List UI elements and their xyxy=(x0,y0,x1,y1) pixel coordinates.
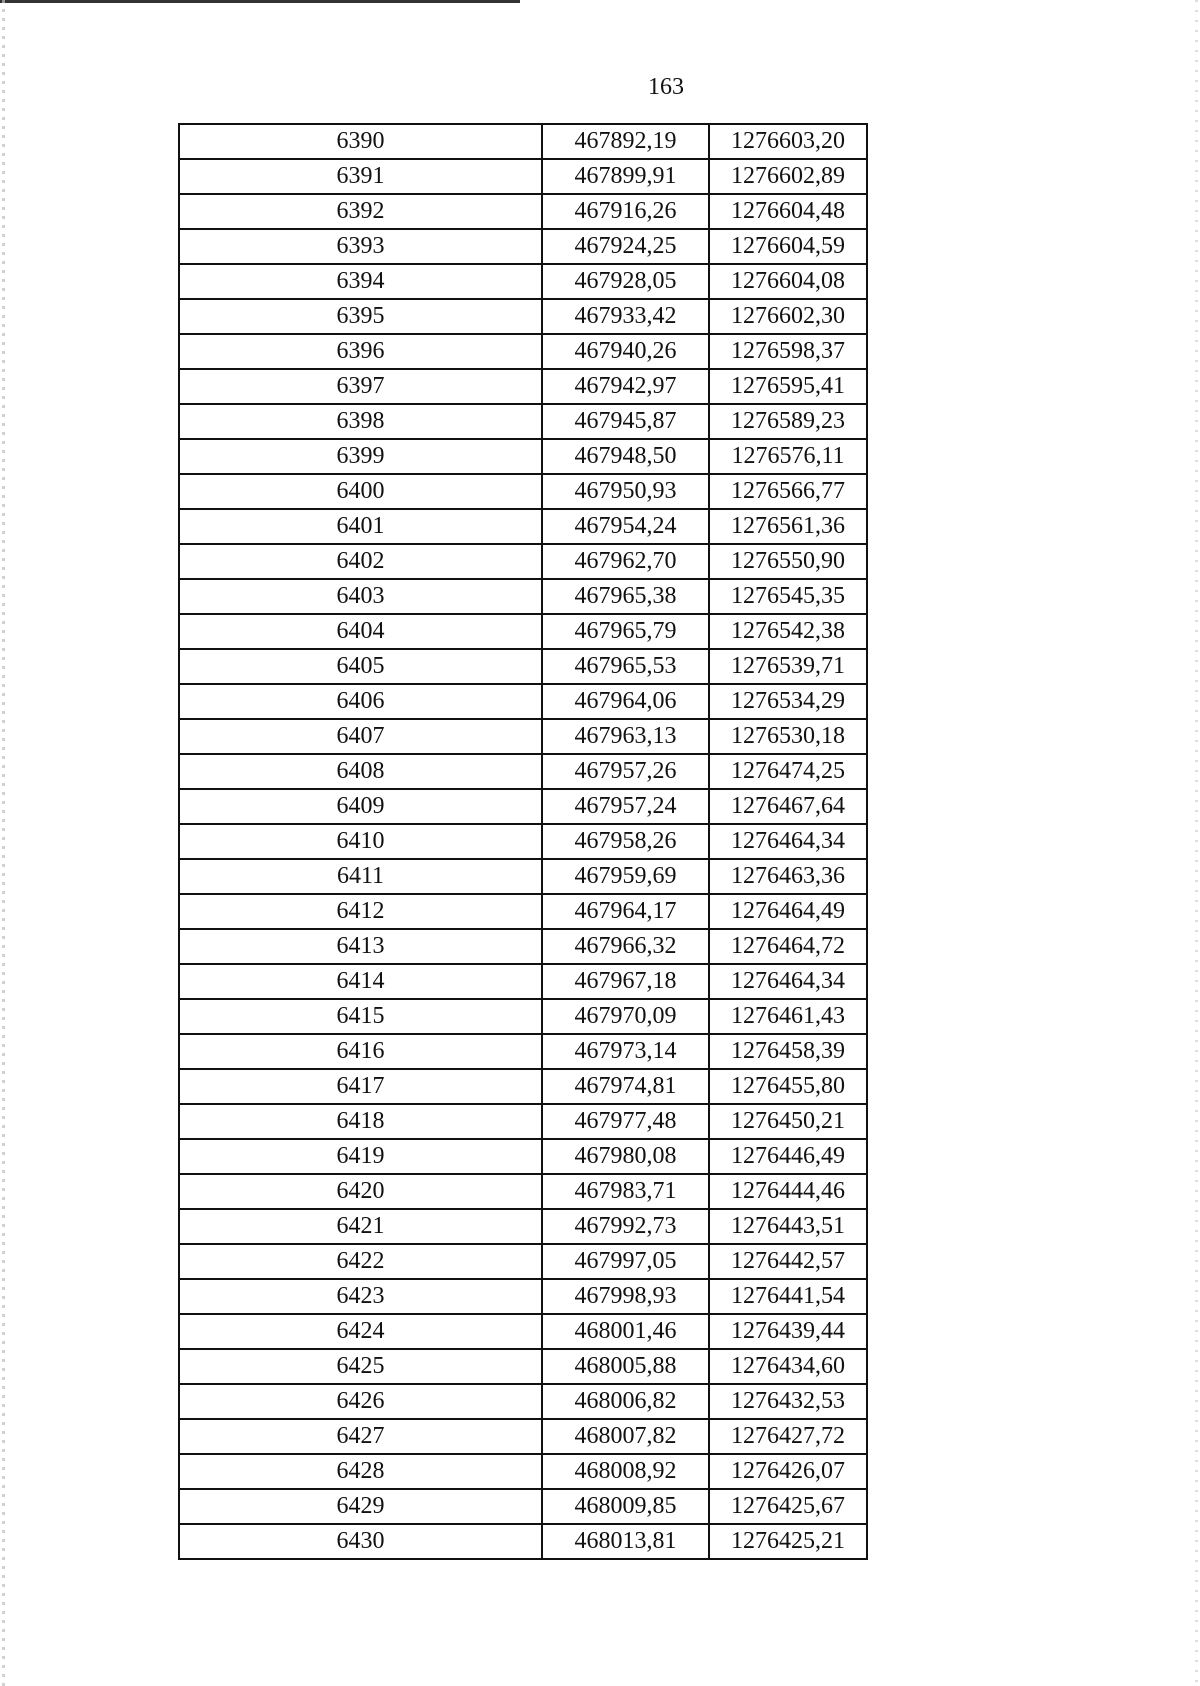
y-coordinate-cell: 1276441,54 xyxy=(709,1279,867,1314)
x-coordinate-cell: 468001,46 xyxy=(542,1314,709,1349)
y-coordinate-cell: 1276602,89 xyxy=(709,159,867,194)
table-row xyxy=(179,299,867,334)
coordinates-table xyxy=(178,123,868,1560)
point-number-cell: 6421 xyxy=(179,1209,542,1244)
x-coordinate-cell: 468013,81 xyxy=(542,1524,709,1559)
x-coordinate-cell: 467980,08 xyxy=(542,1139,709,1174)
table-row xyxy=(179,684,867,719)
point-number-cell: 6429 xyxy=(179,1489,542,1524)
table-row xyxy=(179,264,867,299)
x-coordinate-cell: 467974,81 xyxy=(542,1069,709,1104)
y-coordinate-cell: 1276566,77 xyxy=(709,474,867,509)
y-coordinate-cell: 1276467,64 xyxy=(709,789,867,824)
point-number-cell: 6416 xyxy=(179,1034,542,1069)
table-row xyxy=(179,859,867,894)
table-row xyxy=(179,1454,867,1489)
table-row xyxy=(179,124,867,159)
table-row xyxy=(179,1244,867,1279)
x-coordinate-cell: 467948,50 xyxy=(542,439,709,474)
page-number: 163 xyxy=(648,74,684,100)
point-number-cell: 6423 xyxy=(179,1279,542,1314)
y-coordinate-cell: 1276439,44 xyxy=(709,1314,867,1349)
y-coordinate-cell: 1276463,36 xyxy=(709,859,867,894)
point-number-cell: 6403 xyxy=(179,579,542,614)
point-number-cell: 6392 xyxy=(179,194,542,229)
y-coordinate-cell: 1276442,57 xyxy=(709,1244,867,1279)
y-coordinate-cell: 1276589,23 xyxy=(709,404,867,439)
x-coordinate-cell: 467964,06 xyxy=(542,684,709,719)
x-coordinate-cell: 468008,92 xyxy=(542,1454,709,1489)
table-row xyxy=(179,439,867,474)
y-coordinate-cell: 1276455,80 xyxy=(709,1069,867,1104)
table-row xyxy=(179,894,867,929)
x-coordinate-cell: 467945,87 xyxy=(542,404,709,439)
x-coordinate-cell: 468009,85 xyxy=(542,1489,709,1524)
table-row xyxy=(179,1069,867,1104)
y-coordinate-cell: 1276474,25 xyxy=(709,754,867,789)
point-number-cell: 6393 xyxy=(179,229,542,264)
x-coordinate-cell: 467916,26 xyxy=(542,194,709,229)
table-row xyxy=(179,964,867,999)
y-coordinate-cell: 1276426,07 xyxy=(709,1454,867,1489)
x-coordinate-cell: 467973,14 xyxy=(542,1034,709,1069)
x-coordinate-cell: 467963,13 xyxy=(542,719,709,754)
table-row xyxy=(179,1209,867,1244)
y-coordinate-cell: 1276561,36 xyxy=(709,509,867,544)
table-row xyxy=(179,1419,867,1454)
point-number-cell: 6412 xyxy=(179,894,542,929)
point-number-cell: 6400 xyxy=(179,474,542,509)
y-coordinate-cell: 1276427,72 xyxy=(709,1419,867,1454)
y-coordinate-cell: 1276576,11 xyxy=(709,439,867,474)
point-number-cell: 6409 xyxy=(179,789,542,824)
table-row xyxy=(179,1279,867,1314)
x-coordinate-cell: 467997,05 xyxy=(542,1244,709,1279)
point-number-cell: 6391 xyxy=(179,159,542,194)
y-coordinate-cell: 1276443,51 xyxy=(709,1209,867,1244)
y-coordinate-cell: 1276542,38 xyxy=(709,614,867,649)
table-row xyxy=(179,1139,867,1174)
point-number-cell: 6407 xyxy=(179,719,542,754)
y-coordinate-cell: 1276530,18 xyxy=(709,719,867,754)
y-coordinate-cell: 1276450,21 xyxy=(709,1104,867,1139)
table-row xyxy=(179,334,867,369)
point-number-cell: 6394 xyxy=(179,264,542,299)
x-coordinate-cell: 467967,18 xyxy=(542,964,709,999)
left-scan-edge xyxy=(2,0,5,1686)
x-coordinate-cell: 467983,71 xyxy=(542,1174,709,1209)
y-coordinate-cell: 1276603,20 xyxy=(709,124,867,159)
y-coordinate-cell: 1276550,90 xyxy=(709,544,867,579)
table-row xyxy=(179,719,867,754)
point-number-cell: 6398 xyxy=(179,404,542,439)
table-row xyxy=(179,369,867,404)
point-number-cell: 6415 xyxy=(179,999,542,1034)
x-coordinate-cell: 467965,79 xyxy=(542,614,709,649)
table-row xyxy=(179,1384,867,1419)
x-coordinate-cell: 468007,82 xyxy=(542,1419,709,1454)
x-coordinate-cell: 467924,25 xyxy=(542,229,709,264)
point-number-cell: 6414 xyxy=(179,964,542,999)
point-number-cell: 6413 xyxy=(179,929,542,964)
table-row xyxy=(179,159,867,194)
point-number-cell: 6404 xyxy=(179,614,542,649)
point-number-cell: 6426 xyxy=(179,1384,542,1419)
point-number-cell: 6417 xyxy=(179,1069,542,1104)
y-coordinate-cell: 1276446,49 xyxy=(709,1139,867,1174)
y-coordinate-cell: 1276595,41 xyxy=(709,369,867,404)
y-coordinate-cell: 1276461,43 xyxy=(709,999,867,1034)
x-coordinate-cell: 467970,09 xyxy=(542,999,709,1034)
x-coordinate-cell: 467892,19 xyxy=(542,124,709,159)
table-row xyxy=(179,754,867,789)
y-coordinate-cell: 1276464,72 xyxy=(709,929,867,964)
y-coordinate-cell: 1276604,08 xyxy=(709,264,867,299)
point-number-cell: 6402 xyxy=(179,544,542,579)
x-coordinate-cell: 467928,05 xyxy=(542,264,709,299)
y-coordinate-cell: 1276598,37 xyxy=(709,334,867,369)
point-number-cell: 6397 xyxy=(179,369,542,404)
y-coordinate-cell: 1276434,60 xyxy=(709,1349,867,1384)
x-coordinate-cell: 467962,70 xyxy=(542,544,709,579)
table-row xyxy=(179,824,867,859)
x-coordinate-cell: 467998,93 xyxy=(542,1279,709,1314)
point-number-cell: 6425 xyxy=(179,1349,542,1384)
point-number-cell: 6395 xyxy=(179,299,542,334)
right-scan-edge xyxy=(1195,0,1198,1686)
x-coordinate-cell: 467957,26 xyxy=(542,754,709,789)
x-coordinate-cell: 467965,53 xyxy=(542,649,709,684)
x-coordinate-cell: 467950,93 xyxy=(542,474,709,509)
point-number-cell: 6430 xyxy=(179,1524,542,1559)
x-coordinate-cell: 467958,26 xyxy=(542,824,709,859)
point-number-cell: 6408 xyxy=(179,754,542,789)
y-coordinate-cell: 1276458,39 xyxy=(709,1034,867,1069)
x-coordinate-cell: 467954,24 xyxy=(542,509,709,544)
point-number-cell: 6396 xyxy=(179,334,542,369)
y-coordinate-cell: 1276464,34 xyxy=(709,964,867,999)
table-row xyxy=(179,929,867,964)
x-coordinate-cell: 467977,48 xyxy=(542,1104,709,1139)
point-number-cell: 6422 xyxy=(179,1244,542,1279)
table-row xyxy=(179,544,867,579)
table-row xyxy=(179,789,867,824)
table-row xyxy=(179,1034,867,1069)
x-coordinate-cell: 467942,97 xyxy=(542,369,709,404)
point-number-cell: 6427 xyxy=(179,1419,542,1454)
point-number-cell: 6390 xyxy=(179,124,542,159)
y-coordinate-cell: 1276604,48 xyxy=(709,194,867,229)
point-number-cell: 6420 xyxy=(179,1174,542,1209)
x-coordinate-cell: 468005,88 xyxy=(542,1349,709,1384)
point-number-cell: 6410 xyxy=(179,824,542,859)
y-coordinate-cell: 1276602,30 xyxy=(709,299,867,334)
x-coordinate-cell: 467940,26 xyxy=(542,334,709,369)
table-row xyxy=(179,1524,867,1559)
point-number-cell: 6428 xyxy=(179,1454,542,1489)
point-number-cell: 6406 xyxy=(179,684,542,719)
x-coordinate-cell: 467959,69 xyxy=(542,859,709,894)
point-number-cell: 6405 xyxy=(179,649,542,684)
table-row xyxy=(179,614,867,649)
point-number-cell: 6418 xyxy=(179,1104,542,1139)
y-coordinate-cell: 1276539,71 xyxy=(709,649,867,684)
y-coordinate-cell: 1276432,53 xyxy=(709,1384,867,1419)
x-coordinate-cell: 468006,82 xyxy=(542,1384,709,1419)
table-row xyxy=(179,1104,867,1139)
top-scan-rule xyxy=(0,0,520,3)
table-row xyxy=(179,1349,867,1384)
table-row xyxy=(179,649,867,684)
y-coordinate-cell: 1276464,49 xyxy=(709,894,867,929)
table-row xyxy=(179,579,867,614)
y-coordinate-cell: 1276534,29 xyxy=(709,684,867,719)
table-row xyxy=(179,999,867,1034)
x-coordinate-cell: 467965,38 xyxy=(542,579,709,614)
table-row xyxy=(179,1174,867,1209)
table-row xyxy=(179,509,867,544)
y-coordinate-cell: 1276545,35 xyxy=(709,579,867,614)
y-coordinate-cell: 1276425,67 xyxy=(709,1489,867,1524)
coordinates-table-body xyxy=(179,124,867,1559)
table-row xyxy=(179,404,867,439)
x-coordinate-cell: 467966,32 xyxy=(542,929,709,964)
table-row xyxy=(179,1314,867,1349)
y-coordinate-cell: 1276464,34 xyxy=(709,824,867,859)
x-coordinate-cell: 467992,73 xyxy=(542,1209,709,1244)
x-coordinate-cell: 467957,24 xyxy=(542,789,709,824)
point-number-cell: 6419 xyxy=(179,1139,542,1174)
y-coordinate-cell: 1276444,46 xyxy=(709,1174,867,1209)
point-number-cell: 6401 xyxy=(179,509,542,544)
point-number-cell: 6411 xyxy=(179,859,542,894)
x-coordinate-cell: 467933,42 xyxy=(542,299,709,334)
table-row xyxy=(179,1489,867,1524)
table-row xyxy=(179,229,867,264)
y-coordinate-cell: 1276604,59 xyxy=(709,229,867,264)
table-row xyxy=(179,194,867,229)
point-number-cell: 6399 xyxy=(179,439,542,474)
point-number-cell: 6424 xyxy=(179,1314,542,1349)
table-row xyxy=(179,474,867,509)
x-coordinate-cell: 467964,17 xyxy=(542,894,709,929)
x-coordinate-cell: 467899,91 xyxy=(542,159,709,194)
y-coordinate-cell: 1276425,21 xyxy=(709,1524,867,1559)
